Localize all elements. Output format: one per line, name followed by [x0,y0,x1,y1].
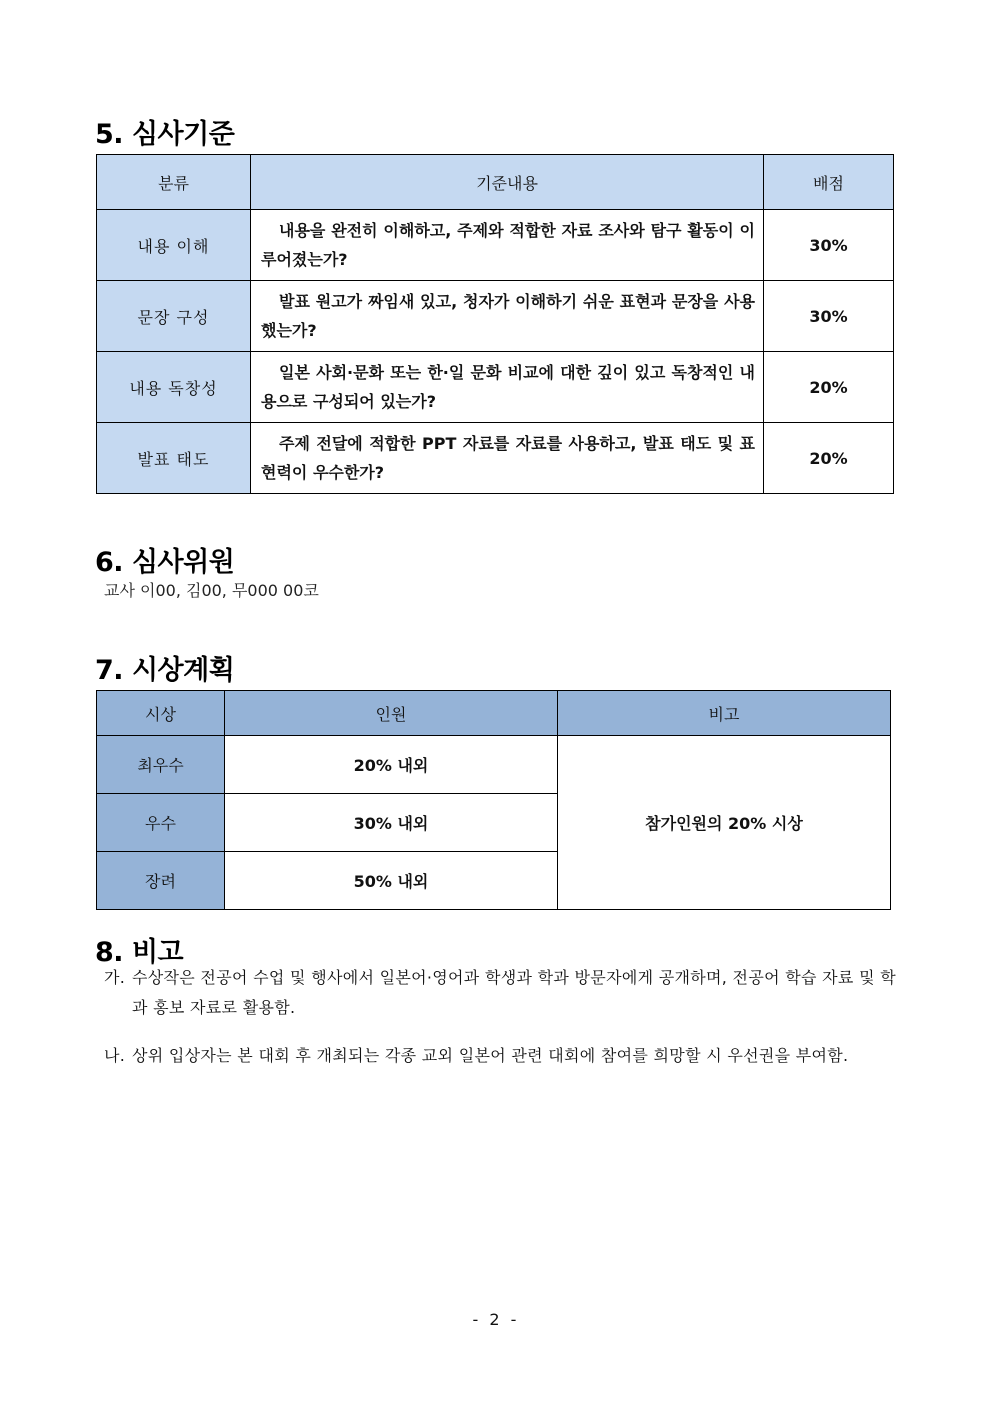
award-count: 50% 내외 [225,852,558,910]
criteria-table [96,154,894,494]
award-count: 30% 내외 [225,794,558,852]
table-row [97,736,891,794]
award-name: 우수 [97,794,225,852]
table-row [97,210,894,281]
table-header-row [97,691,891,736]
list-item [104,1041,896,1071]
table-row [97,281,894,352]
list-marker: 가. [104,968,126,987]
table-row [97,423,894,494]
section-title-awards: 7. 시상계획 [95,655,235,686]
column-header-score: 배점 [764,155,894,210]
section-title-remarks: 8. 비고 [95,937,184,968]
column-header-count: 인원 [225,691,558,736]
criteria-category: 발표 태도 [97,423,251,494]
criteria-category: 내용 이해 [97,210,251,281]
criteria-category: 내용 독창성 [97,352,251,423]
section-title-criteria: 5. 심사기준 [95,119,235,150]
criteria-score: 30% [764,210,894,281]
award-name: 최우수 [97,736,225,794]
remarks-list [104,963,896,1089]
criteria-description: 발표 원고가 짜임새 있고, 청자가 이해하기 쉬운 표현과 문장을 사용했는가? [251,281,764,352]
criteria-category: 문장 구성 [97,281,251,352]
table-row [97,352,894,423]
awards-table [96,690,891,910]
page-number: - 2 - [472,1310,520,1329]
list-marker: 나. [104,1046,126,1065]
column-header-description: 기준내용 [251,155,764,210]
column-header-award: 시상 [97,691,225,736]
judges-list: 교사 이00, 김00, 무000 00코 [104,581,319,600]
criteria-description: 주제 전달에 적합한 PPT 자료를 자료를 사용하고, 발표 태도 및 표현력이 우수한가? [251,423,764,494]
list-item [104,963,896,1023]
criteria-score: 30% [764,281,894,352]
award-name: 장려 [97,852,225,910]
remark-text: 수상작은 전공어 수업 및 행사에서 일본어·영어과 학생과 학과 방문자에게 공개하며, 전공어 학습 자료 및 학과 홍보 자료로 활용함. [132,968,896,1017]
column-header-category: 분류 [97,155,251,210]
table-header-row [97,155,894,210]
section-title-judges: 6. 심사위원 [95,547,235,578]
criteria-score: 20% [764,352,894,423]
award-count: 20% 내외 [225,736,558,794]
criteria-score: 20% [764,423,894,494]
award-note: 참가인원의 20% 시상 [558,736,891,910]
remark-text: 상위 입상자는 본 대회 후 개최되는 각종 교외 일본어 관련 대회에 참여를 희망할 시 우선권을 부여함. [132,1046,849,1065]
column-header-note: 비고 [558,691,891,736]
criteria-description: 내용을 완전히 이해하고, 주제와 적합한 자료 조사와 탐구 활동이 이루어졌는가? [251,210,764,281]
criteria-description: 일본 사회·문화 또는 한·일 문화 비교에 대한 깊이 있고 독창적인 내용으로 구성되어 있는가? [251,352,764,423]
